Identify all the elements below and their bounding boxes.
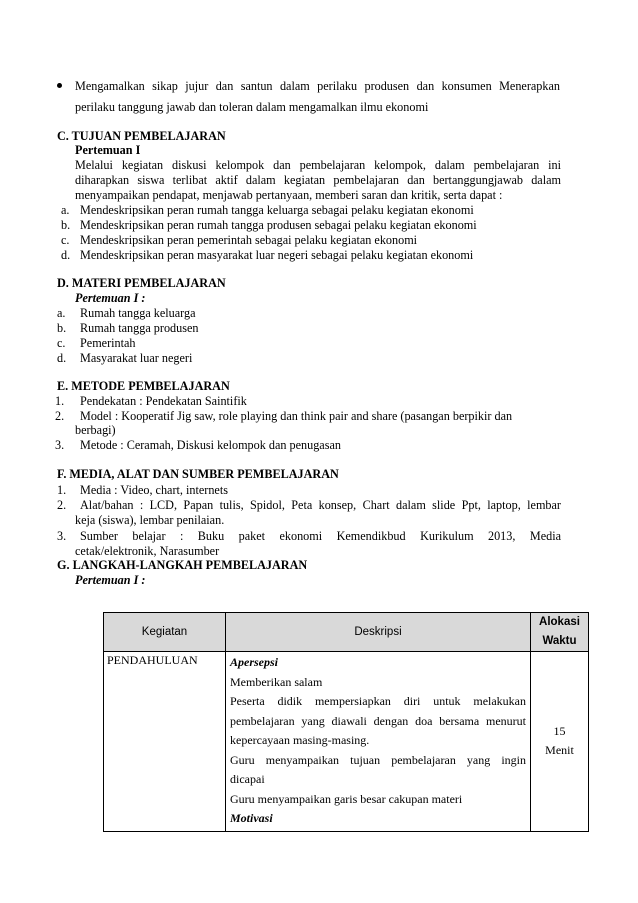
cell-deskripsi [226,652,531,832]
list-item: Rumah tangga produsen [80,321,199,335]
header-deskripsi: Deskripsi [226,613,531,652]
section-g-heading: G. LANGKAH-LANGKAH PEMBELAJARAN [57,558,308,572]
cell-alokasi [531,652,589,832]
desc-line: dicapai [230,772,265,786]
section-d-meeting: Pertemuan I : [75,291,146,305]
list-item: Sumber belajar : Buku paket ekonomi Kemendikbud Kurikulum 2013, Media [80,529,561,543]
list-marker: 2. [57,498,67,512]
desc-line: pembelajaran yang diawali dengan doa bersama menurut [230,713,526,728]
section-g-meeting: Pertemuan I : [75,573,146,587]
list-item: Mendeskripsikan peran rumah tangga produsen sebagai pelaku kegiatan ekonomi [80,218,477,232]
list-marker: c. [61,233,70,247]
desc-line: Guru menyampaikan garis besar cakupan materi [230,791,463,806]
intro-line-1: Mengamalkan sikap jujur dan santun dalam perilaku produsen dan konsumen Menerapkan [75,79,560,93]
list-marker: d. [61,248,71,262]
list-item: Mendeskripsikan peran masyarakat luar negeri sebagai pelaku kegiatan ekonomi [80,248,474,262]
table-row [104,652,589,832]
list-marker: 1. [55,394,65,408]
list-marker: 1. [57,483,67,497]
cell-kegiatan [104,652,226,832]
desc-line: Guru menyampaikan tujuan pembelajaran yang ingin [230,752,526,767]
list-item: Rumah tangga keluarga [80,306,196,320]
header-alokasi-line-2: Waktu [542,635,577,647]
list-marker: a. [57,306,66,320]
list-item: Metode : Ceramah, Diskusi kelompok dan penugasan [80,438,341,452]
alokasi-number: 15 [553,723,566,738]
list-marker: 3. [55,438,65,452]
list-item: Model : Kooperatif Jig saw, role playing dan think pair and share (pasangan berpikir dan [80,409,513,423]
list-item: Mendeskripsikan peran pemerintah sebagai pelaku kegiatan ekonomi [80,233,418,247]
list-item: Media : Video, chart, internets [80,483,228,497]
section-c-meeting: Pertemuan I [75,143,141,157]
list-marker: a. [61,203,70,217]
list-marker: 2. [55,409,65,423]
desc-line: Memberikan salam [230,674,323,689]
desc-line: kepercayaan masing-masing. [230,733,370,747]
alokasi-unit: Menit [545,743,574,758]
list-item: Pemerintah [80,336,136,350]
motivasi-label: Motivasi [230,811,273,825]
list-item: Masyarakat luar negeri [80,351,193,365]
learning-steps-table [103,612,589,832]
list-item: Alat/bahan : LCD, Papan tulis, Spidol, Peta konsep, Chart dalam slide Ppt, laptop, lembar [80,498,561,512]
apersepsi-label: Apersepsi [230,655,278,669]
section-c-para-1: Melalui kegiatan diskusi kelompok dan pembelajaran kelompok, dalam pembelajaran ini [75,158,561,172]
section-e-heading: E. METODE PEMBELAJARAN [57,379,230,393]
list-item-continuation: cetak/elektronik, Narasumber [75,544,220,558]
list-item: Mendeskripsikan peran rumah tangga keluarga sebagai pelaku kegiatan ekonomi [80,203,474,217]
list-item-continuation: keja (siswa), lembar penilaian. [75,513,225,527]
list-item-continuation: berbagi) [75,423,116,437]
list-marker: c. [57,336,66,350]
list-marker: b. [61,218,71,232]
section-c-para-2: diharapkan siswa terlibat aktif dalam kegiatan pembelajaran dan bertanggungjawab dalam [75,173,561,187]
header-kegiatan: Kegiatan [104,613,226,652]
list-item: Pendekatan : Pendekatan Saintifik [80,394,247,408]
section-c-heading: C. TUJUAN PEMBELAJARAN [57,129,226,143]
list-marker: 3. [57,529,67,543]
intro-line-2: perilaku tanggung jawab dan toleran dalam mengamalkan ilmu ekonomi [75,100,429,114]
section-c-para-3: menyampaikan pendapat, menjawab pertanyaan, memberi saran dan kritik, serta dapat : [75,188,503,202]
header-alokasi-line-1: Alokasi [539,616,580,628]
bullet-icon [57,83,62,88]
kegiatan-label: PENDAHULUAN [107,653,198,667]
header-alokasi-waktu [531,613,589,652]
table-header-row [104,613,589,652]
list-marker: b. [57,321,67,335]
section-f-heading: F. MEDIA, ALAT DAN SUMBER PEMBELAJARAN [57,467,339,481]
desc-line: Peserta didik mempersiapkan diri untuk melakukan [230,694,526,708]
list-marker: d. [57,351,67,365]
section-d-heading: D. MATERI PEMBELAJARAN [57,276,226,290]
